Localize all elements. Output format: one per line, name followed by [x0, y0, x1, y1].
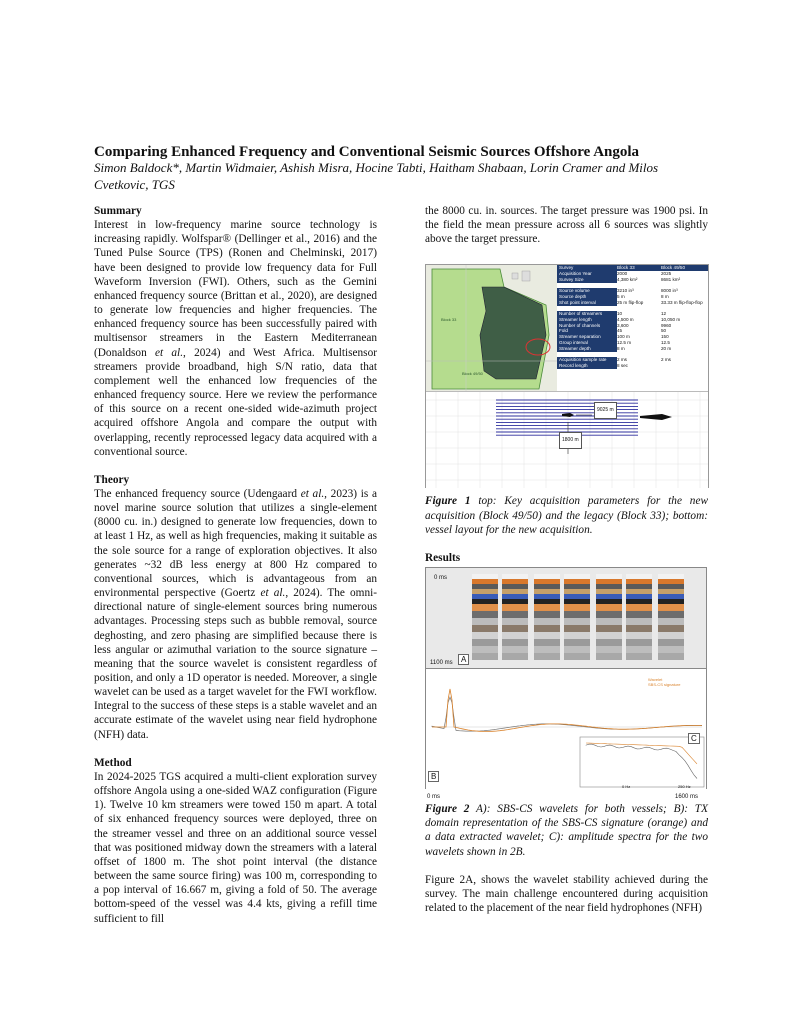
gather-band	[502, 594, 528, 599]
paper-title: Comparing Enhanced Frequency and Conventional Seismic Sources Offshore Angola	[94, 144, 640, 160]
table-cell: Survey Size	[557, 277, 617, 283]
gather-band	[596, 579, 622, 584]
gather-band	[564, 611, 590, 618]
table-cell: 5 m	[617, 294, 625, 300]
gather-band	[564, 604, 590, 611]
gather-band	[534, 604, 560, 611]
gather-band	[534, 589, 560, 594]
gather-band	[564, 646, 590, 653]
gather-band	[658, 594, 684, 599]
table-cell: 50	[661, 328, 667, 334]
gather-band	[626, 574, 652, 579]
gather-band	[658, 584, 684, 589]
figure-2	[425, 567, 707, 789]
table-header-cell: Block 33	[617, 265, 635, 271]
table-cell: 3210 in³	[617, 288, 634, 294]
figure-1	[425, 264, 709, 488]
gather-band	[596, 625, 622, 632]
wavelet-gather	[534, 574, 560, 660]
wavelet-gather	[626, 574, 652, 660]
gather-band	[502, 639, 528, 646]
wavelet-gather	[472, 574, 498, 660]
table-cell: Fold	[557, 328, 617, 334]
table-cell: 20 m	[661, 346, 672, 352]
gather-band	[596, 584, 622, 589]
wavelet-panel-a	[426, 568, 706, 668]
gather-band	[472, 611, 498, 618]
table-cell: 150	[661, 334, 669, 340]
results-heading: Results	[425, 551, 461, 564]
gather-band	[626, 639, 652, 646]
table-cell: Streamer depth	[557, 346, 617, 352]
wavelet-gather	[564, 574, 590, 660]
gather-band	[502, 584, 528, 589]
table-cell: 8 m	[617, 346, 625, 352]
table-row	[557, 363, 708, 369]
gather-band	[596, 574, 622, 579]
gather-band	[502, 599, 528, 604]
method-heading: Method	[94, 756, 132, 769]
table-cell: 3,600	[617, 322, 629, 328]
legend-wavelet: Wavelet	[648, 677, 663, 683]
gather-band	[564, 625, 590, 632]
table-cell: 10	[617, 310, 623, 316]
gather-band	[502, 604, 528, 611]
gather-band	[472, 653, 498, 660]
gather-band	[626, 589, 652, 594]
gather-band	[564, 584, 590, 589]
table-cell: Group interval	[557, 340, 617, 346]
gather-band	[658, 589, 684, 594]
gather-band	[472, 646, 498, 653]
gather-band	[502, 653, 528, 660]
wavelet-gather	[596, 574, 622, 660]
gather-band	[564, 632, 590, 639]
author-list: Simon Baldock*, Martin Widmaier, Ashish Misra, Hocine Tabti, Haitham Shabaan, Lorin Cramer and Milos Cvetkovic, TGS	[94, 160, 659, 192]
table-cell: Acquisition Year	[557, 271, 617, 277]
table-row	[557, 346, 708, 352]
gather-band	[626, 611, 652, 618]
right-column	[425, 204, 708, 915]
legend-signature: SBS-CS signature	[648, 682, 681, 688]
gather-band	[534, 594, 560, 599]
gather-band	[658, 574, 684, 579]
gather-band	[596, 646, 622, 653]
table-cell: Number of streamers	[557, 311, 617, 317]
gather-band	[658, 653, 684, 660]
gather-band	[502, 646, 528, 653]
gather-band	[626, 599, 652, 604]
summary-etal: et al.	[154, 346, 184, 359]
gather-band	[502, 574, 528, 579]
gather-band	[534, 584, 560, 589]
theory-text-1: The enhanced frequency source (Udengaard	[94, 487, 301, 500]
gather-band	[472, 594, 498, 599]
gather-band	[534, 646, 560, 653]
gather-band	[502, 589, 528, 594]
panel-c-label: C	[688, 733, 700, 744]
wavelet-gather	[502, 574, 528, 660]
gather-band	[564, 594, 590, 599]
gather-band	[596, 594, 622, 599]
results-paragraph: Figure 2A, shows the wavelet stability achieved during the survey. The main challenge encountered during acquisition related to the placement of the near field hydrophones (NFH)	[425, 873, 708, 915]
table-cell: Streamer separation	[557, 334, 617, 340]
table-cell: 2025	[661, 271, 672, 277]
gather-band	[626, 618, 652, 625]
theory-text-2: 2023) is a novel marine source solution that utilizes a single-element (8000 cu. in.) designed to generate low frequencies, down to at least 1 Hz, as well as high frequencies, making it suitable as the sole source for a range of exploration objectives. It also generates ~32 dB less energy at 800 Hz compared to conventional sources, which is advantageous from an environmental perspective (Goertz	[94, 487, 377, 600]
theory-text-3: , 2024). The omni-directional nature of single-element sources bring numerous advantages. Processing steps such as bubble removal, source deghosting, and zero phasing are simplified because there is less angular or azimuthal variation to the source signature – meaning that the source wavelet is consistent regardless of position, and only a 1D operator is needed. Moreover, a single wavelet can be used as a target wavelet for the FWI workflow. Integral to the success of these steps is a stable wavelet and an accurate estimate of the wavelet using near field hydrophone (NFH) data.	[94, 587, 377, 741]
gather-band	[564, 589, 590, 594]
table-cell: Source volume	[557, 288, 617, 294]
gather-band	[534, 574, 560, 579]
gather-band	[658, 599, 684, 604]
table-cell: Number of channels	[557, 323, 617, 329]
gather-band	[502, 579, 528, 584]
gather-band	[502, 625, 528, 632]
panel-a-label: A	[458, 654, 469, 665]
gather-band	[658, 625, 684, 632]
summary-heading: Summary	[94, 205, 142, 217]
table-cell: Shot point interval	[557, 300, 617, 306]
gather-band	[596, 604, 622, 611]
gather-band	[534, 625, 560, 632]
gather-band	[626, 579, 652, 584]
wavelet-gather-graphic	[426, 568, 706, 668]
gather-band	[626, 653, 652, 660]
gather-band	[472, 604, 498, 611]
table-cell: 4,500 m	[617, 316, 634, 322]
gather-band	[564, 574, 590, 579]
table-cell: 8 m	[661, 294, 669, 300]
gather-band	[658, 618, 684, 625]
table-cell: Streamer length	[557, 317, 617, 323]
table-cell: 33.33 m flip-flop-flop	[661, 299, 703, 305]
gather-band	[658, 611, 684, 618]
theory-etal-1: et al.,	[300, 487, 327, 500]
table-cell: 2 ms	[661, 357, 671, 363]
wavelet-gather	[658, 574, 684, 660]
gather-band	[472, 632, 498, 639]
gather-band	[534, 653, 560, 660]
table-row	[557, 277, 708, 283]
gather-band	[472, 589, 498, 594]
panel-b-label: B	[428, 771, 439, 782]
table-cell: 9960	[661, 322, 672, 328]
wavelet-panel-b	[426, 668, 706, 789]
panel-b-axis-left: 0 ms	[427, 794, 441, 801]
figure-1-caption-label: Figure 1	[425, 495, 471, 508]
table-cell: 4,380 km²	[617, 277, 638, 283]
gather-band	[564, 653, 590, 660]
survey-map-graphic	[426, 265, 557, 391]
gather-band	[472, 574, 498, 579]
gather-band	[596, 599, 622, 604]
gather-band	[502, 618, 528, 625]
table-cell: 12.5 m	[617, 340, 632, 346]
panel-a-time-bottom: 1100 ms	[430, 660, 453, 667]
gather-band	[564, 639, 590, 646]
gather-band	[564, 618, 590, 625]
gather-band	[472, 579, 498, 584]
gather-band	[658, 632, 684, 639]
gather-band	[596, 639, 622, 646]
gather-band	[626, 632, 652, 639]
table-cell: 2000	[617, 271, 628, 277]
figure-1-caption-text: top: Key acquisition parameters for the new acquisition (Block 49/50) and the legacy (Block 33); bottom: vessel layout for the new acquisition.	[425, 495, 708, 536]
theory-heading: Theory	[94, 473, 130, 486]
table-cell: Source depth	[557, 294, 617, 300]
table-cell: 8000 in³	[661, 288, 678, 294]
gather-band	[472, 618, 498, 625]
table-row	[557, 300, 708, 306]
gather-band	[658, 579, 684, 584]
streamer-length-label: 9025 m	[594, 402, 617, 418]
theory-etal-2: et al.	[260, 587, 286, 600]
gather-band	[472, 599, 498, 604]
table-header-cell: Survey	[559, 265, 574, 271]
gather-band	[502, 632, 528, 639]
map-label-block33: Block 33	[441, 317, 457, 323]
left-column	[94, 204, 377, 926]
gather-band	[534, 579, 560, 584]
acquisition-parameter-table	[557, 265, 708, 391]
vessel-layout	[426, 391, 708, 488]
gather-band	[564, 599, 590, 604]
offset-label: 1800 m	[559, 432, 582, 448]
gather-band	[534, 639, 560, 646]
gather-band	[626, 584, 652, 589]
table-cell: 10,050 m	[661, 316, 681, 322]
method-paragraph: In 2024-2025 TGS acquired a multi-client exploration survey offshore Angola using a one-sided WAZ configuration (Figure 1). Twelve 10 km streamers were towed 150 m apart. A total of six enhanced frequency sources were deployed, three on the streamer vessel and three on an additional source vessel that was positioned midway down the streamers with a lateral offset of 1800 m. The shot point interval (the distance between the same source firing) was 100 m, corresponding to a pop interval of 16.667 m, giving a fold of 50. The average bottom-speed of the vessel was 4.4 kts, giving a refill time sufficient to fill	[94, 770, 377, 925]
theory-paragraph	[94, 487, 377, 742]
gather-band	[534, 611, 560, 618]
figure-2-caption	[425, 802, 708, 859]
gather-band	[626, 646, 652, 653]
summary-text-2: , 2024) and West Africa. Multisensor streamers provide broadband, high S/N ratio, data that complement well the enhanced low frequencies of the enhanced frequency source. Here we review the performance of this source on a recent one-sided wide-azimuth project acquired offshore Angola and compare the output with overlapping, recently reprocessed legacy data acquired with a conventional source.	[94, 346, 377, 458]
table-cell: 12	[661, 310, 667, 316]
inset-axis-right: 250 Hz	[678, 784, 691, 790]
gather-band	[626, 594, 652, 599]
table-cell: Acquisition sample rate	[557, 357, 617, 363]
gather-band	[596, 589, 622, 594]
method-continued-paragraph: the 8000 cu. in. sources. The target pressure was 1900 psi. In the field the mean pressure across all 6 sources was slightly above the target pressure.	[425, 205, 708, 246]
gather-band	[534, 632, 560, 639]
gather-band	[596, 632, 622, 639]
gather-band	[596, 653, 622, 660]
summary-paragraph	[94, 218, 377, 459]
panel-a-time-top: 0 ms	[434, 575, 448, 582]
gather-band	[534, 618, 560, 625]
figure-1-caption	[425, 494, 708, 536]
figure-2-caption-text: A): SBS-CS wavelets for both vessels; B): TX domain representation of the SBS-CS signature (orange) and a data extracted wavelet; C): amplitude spectra for the two wavelets shown in 2B.	[425, 803, 708, 858]
gather-band	[472, 639, 498, 646]
table-cell: 100 m	[617, 334, 630, 340]
figure-2-caption-label: Figure 2	[425, 803, 470, 816]
table-cell: 25 m flip-flop	[617, 299, 644, 305]
gather-band	[658, 639, 684, 646]
table-cell: Record length	[557, 363, 617, 369]
gather-band	[472, 625, 498, 632]
gather-band	[596, 618, 622, 625]
inset-axis-left: 0 Hz	[622, 784, 631, 790]
table-cell: 12.5	[661, 340, 670, 346]
gather-band	[626, 625, 652, 632]
panel-b-axis-right: 1600 ms	[675, 794, 699, 801]
table-cell	[661, 363, 706, 369]
gather-band	[658, 646, 684, 653]
gather-band	[534, 599, 560, 604]
table-cell: 8681 km²	[661, 277, 681, 283]
summary-text-1: Interest in low-frequency marine source technology is increasing rapidly. Wolfspar® (Dellinger et al., 2016) and the Tuned Pulse Source (TPS) (Ronen and Chelminski, 2017) have been designed to provide low frequency data for Full Waveform Inversion (FWI). Others, such as the Gemini enhanced frequency source (Brittan et al., 2020), are designed to generate low frequencies and higher frequencies. The enhanced frequency source has been successfully paired with multisensor streamers in the Eastern Mediterranean (Donaldson	[94, 219, 377, 359]
gather-band	[472, 584, 498, 589]
map-label-block4950: Block 49/50	[462, 371, 483, 377]
table-header-cell: Block 49/50	[661, 265, 686, 271]
table-cell: 45	[617, 328, 623, 334]
gather-band	[658, 604, 684, 611]
gather-band	[596, 611, 622, 618]
table-cell: 8 sec	[617, 362, 628, 368]
table-cell: 2 ms	[617, 357, 627, 363]
survey-map	[426, 265, 557, 391]
gather-band	[564, 579, 590, 584]
gather-band	[502, 611, 528, 618]
gather-band	[626, 604, 652, 611]
